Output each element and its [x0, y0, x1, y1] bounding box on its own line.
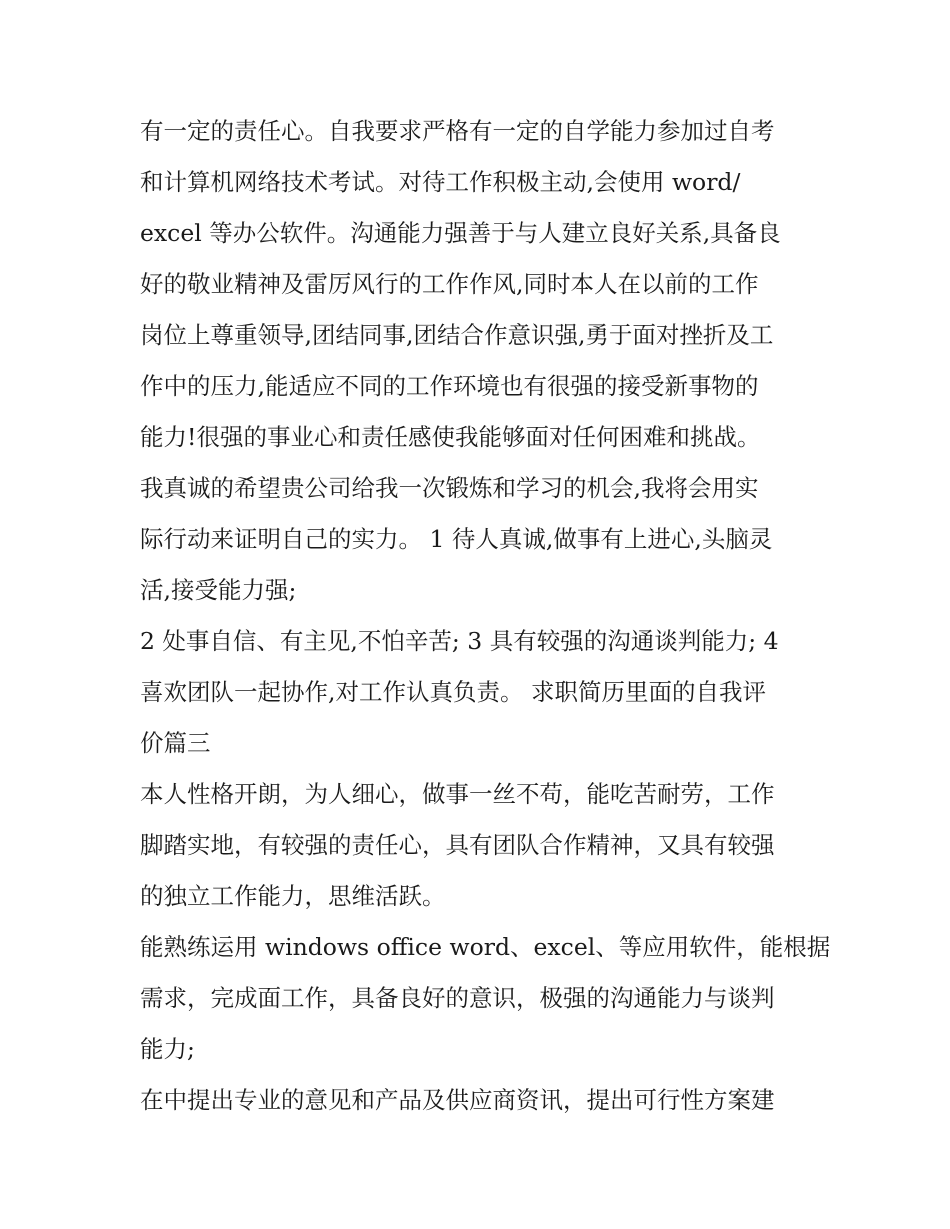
text-line: 价篇三 [140, 729, 211, 757]
text-line: 际行动来证明自己的实力。 1 待人真诚,做事有上进心,头脑灵 [140, 525, 773, 553]
text-line: 2 处事自信、有主见,不怕辛苦; 3 具有较强的沟通谈判能力; 4 [140, 627, 779, 655]
text-line: 和计算机网络技术考试。对待工作积极主动,会使用 word/ [140, 168, 741, 196]
text-line: 能力!很强的事业心和责任感使我能够面对任何困难和挑战。 [140, 423, 761, 451]
text-line: 作中的压力,能适应不同的工作环境也有很强的接受新事物的 [140, 372, 759, 400]
text-line: 的独立工作能力，思维活跃。 [140, 882, 446, 910]
text-line: 需求，完成面工作，具备良好的意识，极强的沟通能力与谈判 [140, 984, 775, 1012]
text-line: 在中提出专业的意见和产品及供应商资讯，提出可行性方案建 [140, 1086, 775, 1114]
text-line: 我真诚的希望贵公司给我一次锻炼和学习的机会,我将会用实 [140, 474, 759, 502]
text-line: 喜欢团队一起协作,对工作认真负责。 求职简历里面的自我评 [140, 678, 766, 706]
text-line: excel 等办公软件。沟通能力强善于与人建立良好关系,具备良 [140, 219, 781, 247]
text-line: 好的敬业精神及雷厉风行的工作作风,同时本人在以前的工作 [140, 270, 759, 298]
text-line: 有一定的责任心。自我要求严格有一定的自学能力参加过自考 [140, 117, 775, 145]
text-line: 岗位上尊重领导,团结同事,团结合作意识强,勇于面对挫折及工 [140, 321, 774, 349]
document-body-text [140, 106, 831, 1126]
text-line: 活,接受能力强; [140, 576, 297, 604]
text-line: 能力; [140, 1035, 195, 1063]
text-line: 脚踏实地，有较强的责任心，具有团队合作精神，又具有较强 [140, 831, 775, 859]
text-line: 能熟练运用 windows office word、excel、等应用软件，能根据 [140, 933, 831, 961]
text-line: 本人性格开朗，为人细心，做事一丝不苟，能吃苦耐劳，工作 [140, 780, 775, 808]
